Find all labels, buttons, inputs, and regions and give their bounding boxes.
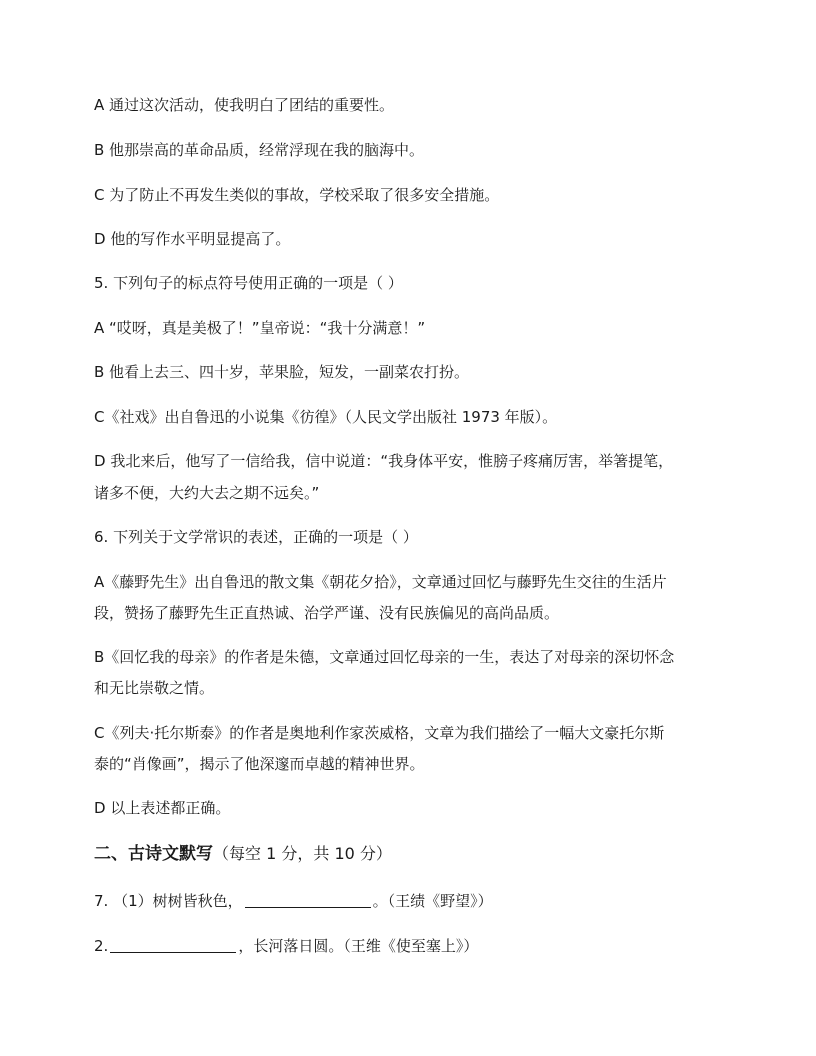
q7-item-2-suffix: ，长河落日圆。（王维《使至塞上》） bbox=[238, 937, 479, 955]
q7-item-1-answer-blank[interactable] bbox=[245, 891, 371, 908]
q7-item-1-suffix: 。（王绩《野望》） bbox=[372, 892, 493, 910]
q7-item-2-answer-blank[interactable] bbox=[110, 936, 236, 953]
section-2-scoring-note: （每空 1 分，共 10 分） bbox=[213, 844, 392, 863]
q6-option-a-line2: 段，赞扬了藤野先生正直热诚、治学严谨、没有民族偏见的高尚品质。 bbox=[94, 604, 560, 622]
q6-option-b-line1: B《回忆我的母亲》的作者是朱德，文章通过回忆母亲的一生，表达了对母亲的深切怀念 bbox=[94, 648, 675, 666]
q5-option-a: A “哎呀，真是美极了！”皇帝说：“我十分满意！” bbox=[94, 319, 426, 337]
q5-option-c: C《社戏》出自鲁迅的小说集《彷徨》（人民文学出版社 1973 年版）。 bbox=[94, 408, 558, 426]
q6-option-a-line1: A《藤野先生》出自鲁迅的散文集《朝花夕拾》，文章通过回忆与藤野先生交往的生活片 bbox=[94, 573, 667, 591]
q6-option-d: D 以上表述都正确。 bbox=[94, 799, 231, 817]
q6-option-c-line1: C《列夫·托尔斯泰》的作者是奥地利作家茨威格，文章为我们描绘了一幅大文豪托尔斯 bbox=[94, 724, 665, 742]
q4-option-d: D 他的写作水平明显提高了。 bbox=[94, 230, 291, 248]
q4-option-c: C 为了防止不再发生类似的事故，学校采取了很多安全措施。 bbox=[94, 186, 500, 204]
q4-option-b: B 他那崇高的革命品质，经常浮现在我的脑海中。 bbox=[94, 141, 425, 159]
q6-option-b-line2: 和无比崇敬之情。 bbox=[94, 679, 215, 697]
q6-option-c-line2: 泰的“肖像画”，揭示了他深邃而卓越的精神世界。 bbox=[94, 755, 425, 773]
q5-option-d-line2: 诸多不便，大约大去之期不远矣。” bbox=[94, 484, 320, 502]
q5-stem: 5. 下列句子的标点符号使用正确的一项是（ ） bbox=[94, 274, 403, 292]
section-2-heading bbox=[94, 840, 756, 868]
q5-option-b: B 他看上去三、四十岁，苹果脸，短发，一副菜农打扮。 bbox=[94, 363, 470, 381]
q7-item-1 bbox=[94, 887, 756, 915]
q5-option-d-line1: D 我北来后，他写了一信给我，信中说道：“我身体平安，惟膀子疼痛厉害，举箸提笔， bbox=[94, 452, 674, 470]
q4-option-a: A 通过这次活动，使我明白了团结的重要性。 bbox=[94, 96, 395, 114]
q7-item-1-prefix: 7. （1）树树皆秋色， bbox=[94, 892, 243, 910]
q6-stem: 6. 下列关于文学常识的表述，正确的一项是（ ） bbox=[94, 528, 418, 546]
section-2-title: 二、古诗文默写 bbox=[94, 844, 213, 864]
q7-item-2 bbox=[94, 932, 756, 960]
q7-item-2-prefix: 2. bbox=[94, 937, 109, 955]
